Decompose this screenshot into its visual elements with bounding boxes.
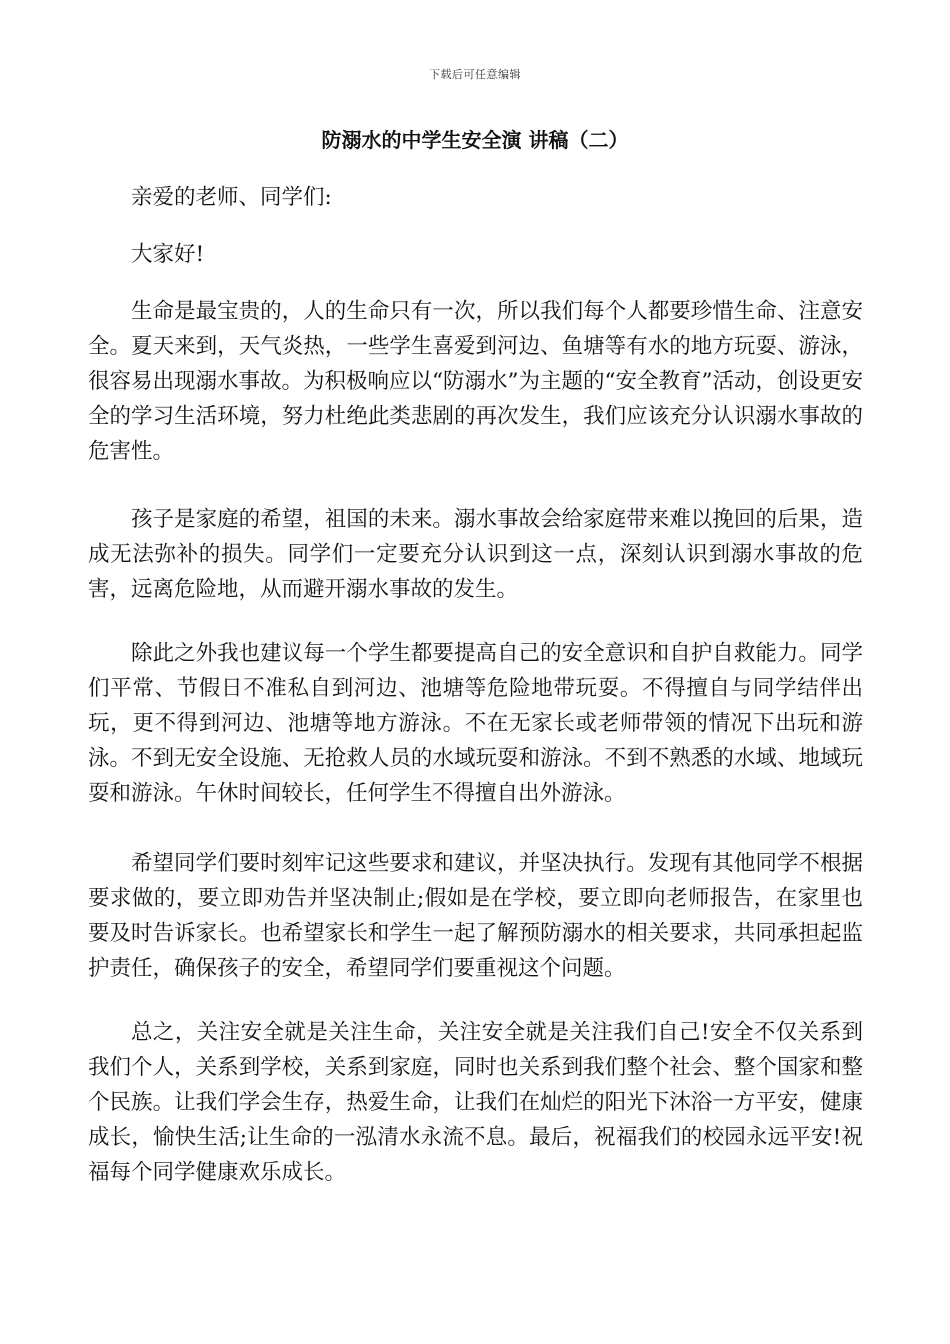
paragraph-3: 除此之外我也建议每一个学生都要提高自己的安全意识和自护自救能力。同学们平常、节假日不准私自到河边、池塘等危险地带玩耍。不得擅自与同学结伴出玩，更不得到河边、池塘等地方游泳。不在无家长或老师带领的情况下出玩和游泳。不到无安全设施、无抢救人员的水域玩耍和游泳。不到不熟悉的水域、地域玩耍和游泳。午休时间较长，任何学生不得擅自出外游泳。 <box>88 641 863 806</box>
header-note: 下载后可任意编辑 <box>429 68 521 81</box>
paragraph-2: 孩子是家庭的希望，祖国的未来。溺水事故会给家庭带来难以挽回的后果，造成无法弥补的损失。同学们一定要充分认识到这一点，深刻认识到溺水事故的危害，远离危险地，从而避开溺水事故的发生。 <box>88 507 863 602</box>
paragraph-5: 总之，关注安全就是关注生命，关注安全就是关注我们自己!安全不仅关系到我们个人，关系到学校，关系到家庭，同时也关系到我们整个社会、整个国家和整个民族。让我们学会生存，热爱生命，让我们在灿烂的阳光下沐浴一方平安，健康成长，愉快生活;让生命的一泓清水永流不息。最后，祝福我们的校园永远平安!祝福每个同学健康欢乐成长。 <box>88 1020 863 1185</box>
document-title: 防溺水的中学生安全演 讲稿（二） <box>321 128 629 152</box>
hello-line: 大家好! <box>131 242 205 267</box>
greeting-line: 亲爱的老师、同学们: <box>131 185 332 210</box>
paragraph-4: 希望同学们要时刻牢记这些要求和建议，并坚决执行。发现有其他同学不根据要求做的，要立即劝告并坚决制止;假如是在学校，要立即向老师报告，在家里也要及时告诉家长。也希望家长和学生一起了解预防溺水的相关要求，共同承担起监护责任，确保孩子的安全，希望同学们要重视这个问题。 <box>88 851 863 981</box>
paragraph-1: 生命是最宝贵的，人的生命只有一次，所以我们每个人都要珍惜生命、注意安全。夏天来到，天气炎热，一些学生喜爱到河边、鱼塘等有水的地方玩耍、游泳，很容易出现溺水事故。为积极响应以“防溺水”为主题的“安全教育”活动，创设更安全的学习生活环境，努力杜绝此类悲剧的再次发生，我们应该充分认识溺水事故的危害性。 <box>88 299 863 464</box>
